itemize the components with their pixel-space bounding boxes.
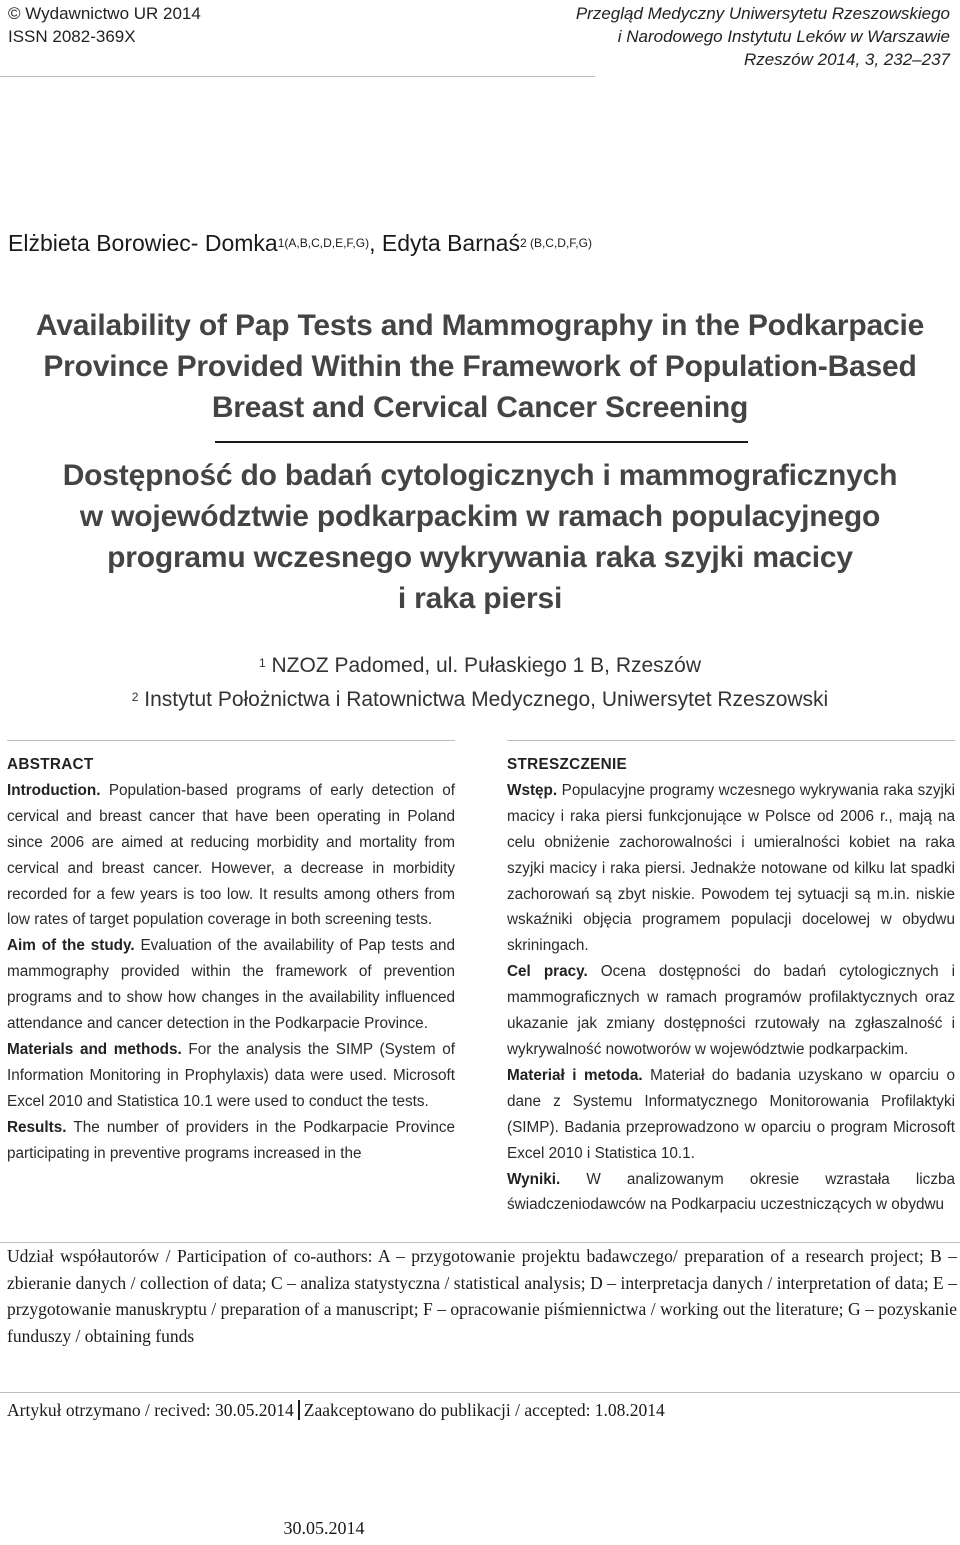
footer-date: 30.05.2014	[283, 1518, 365, 1538]
author-separator: ,	[369, 230, 382, 256]
streszczenie-divider	[507, 740, 955, 741]
abstract-heading: ABSTRACT	[7, 756, 94, 773]
author-2-name: Edyta Barnaś	[381, 230, 520, 256]
abstract-methods: Materials and methods. For the analysis the SIMP (System of Information Monitoring in Prophylaxis) data were used. Microsoft Excel 2010 and Statistica 10.1 were used to conduct the tests.	[7, 1040, 455, 1110]
streszczenie-wstep: Wstęp. Populacyjne programy wczesnego wykrywania raka szyjki macicy i raka piersi funkcjonujące w Polsce od 2006 r., mają na celu obniżenie zachorowalności i umieralności kobiet na raka szyjki macicy i raka piersi. Jednakże notowane od kilku lat spadki zachorowań są zbyt niskie. Powodem tej sytuacji są m.in. niskie wskaźniki objęcia programem populacji docelowej w obydwu skriningach.	[507, 781, 955, 955]
streszczenie-wyniki: Wyniki. W analizowanym okresie wzrastała liczba świadczeniodawców na Podkarpaciu uczestniczących w obydwu	[507, 1170, 955, 1214]
title-pl-line: Dostępność do badań cytologicznych i mammograficznych	[62, 459, 898, 492]
streszczenie-column	[507, 752, 955, 1218]
coauthor-contribution: Udział współautorów / Participation of co-authors: A – przygotowanie projektu badawczego/ preparation of a research project; B – zbieranie danych / collection of data; C – analiza statystyczna / statistical analysis; D – interpretacja danych / interpretation of data; E – przygotowanie manuskryptu / preparation of a manuscript; F – opracowanie piśmiennictwa / working out the literature; G – pozyskanie funduszy / obtaining funds	[7, 1246, 957, 1346]
issn-line: ISSN 2082-369X	[8, 27, 136, 46]
affiliation-2: $^2$ Instytut Położnictwa i Ratownictwa Medycznego, Uniwersytet Rzeszowski	[131, 688, 829, 711]
journal-name-line2: i Narodowego Instytutu Leków w Warszawie	[617, 27, 950, 46]
author-1-name: Elżbieta Borowiec- Domka	[8, 230, 278, 256]
abstract-results: Results. The number of providers in the Podkarpacie Province participating in preventive programs increased in the	[7, 1118, 455, 1162]
journal-name-line1: Przegląd Medyczny Uniwersytetu Rzeszowskiego	[575, 4, 950, 23]
abstract-introduction: Introduction. Population-based programs of early detection of cervical and breast cancer that have been operating in Poland since 2006 are aimed at reducing morbidity and mortality from cervical and breast cancer. However, a decrease in morbidity recorded for a few years is too low. It results among others from low rates of target population coverage in both screening tests.	[7, 781, 455, 929]
journal-citation: Rzeszów 2014, 3, 232–237	[743, 50, 950, 69]
title-en-line: Breast and Cervical Cancer Screening	[211, 391, 749, 424]
title-en-line: Availability of Pap Tests and Mammography in the Podkarpacie	[35, 309, 925, 342]
title-pl-line: i raka piersi	[397, 582, 563, 615]
copyright-line: © Wydawnictwo UR 2014	[8, 4, 201, 23]
received-divider	[0, 1392, 960, 1393]
publisher-info	[8, 2, 201, 48]
author-2-affiliation: 2 (B,C,D,F,G)	[519, 236, 592, 250]
affiliation-1: $^1$ NZOZ Padomed, ul. Pułaskiego 1 B, Rzeszów	[258, 654, 702, 677]
abstract-column	[7, 752, 455, 1167]
author-1-affiliation: 1(A,B,C,D,E,F,G)	[277, 236, 370, 250]
received-date: Artykuł otrzymano / recived: 30.05.2014	[7, 1400, 294, 1420]
title-en-line: Province Provided Within the Framework of Population-Based	[43, 350, 917, 383]
accepted-date: Zaakceptowano do publikacji / accepted: 1.08.2014	[303, 1400, 665, 1420]
streszczenie-metoda: Materiał i metoda. Materiał do badania uzyskano w oparciu o dane z Systemu Informatycznego Monitorowania Profilaktyki (SIMP). Badania przeprowadzono w oparciu o program Microsoft Excel 2010 i Statistica 10.1.	[507, 1066, 955, 1162]
author-list	[8, 230, 592, 257]
article-dates	[7, 1400, 665, 1421]
date-separator	[298, 1400, 300, 1420]
streszczenie-cel: Cel pracy. Ocena dostępności do badań cytologicznych i mammograficznych w ramach programów profilaktycznych oraz ukazanie jak zmiany dostępności rzutowały na zgłaszalność i wykrywalność nowotworów w województwie podkarpackim.	[507, 963, 955, 1058]
journal-info	[576, 2, 950, 71]
header-divider	[0, 76, 595, 77]
abstract-divider	[7, 740, 455, 741]
abstract-aim: Aim of the study. Evaluation of the availability of Pap tests and mammography provided within the framework of prevention programs and to show how changes in the availability influenced attendance and cancer detection in the Podkarpacie Province.	[7, 937, 455, 1033]
title-pl-line: w województwie podkarpackim w ramach populacyjnego	[79, 500, 881, 533]
title-pl-line: programu wczesnego wykrywania raka szyjki macicy	[107, 541, 853, 574]
streszczenie-heading: STRESZCZENIE	[507, 756, 628, 773]
title-english	[0, 305, 960, 428]
title-divider	[215, 441, 748, 443]
title-polish	[0, 455, 960, 619]
affiliations	[0, 650, 960, 718]
